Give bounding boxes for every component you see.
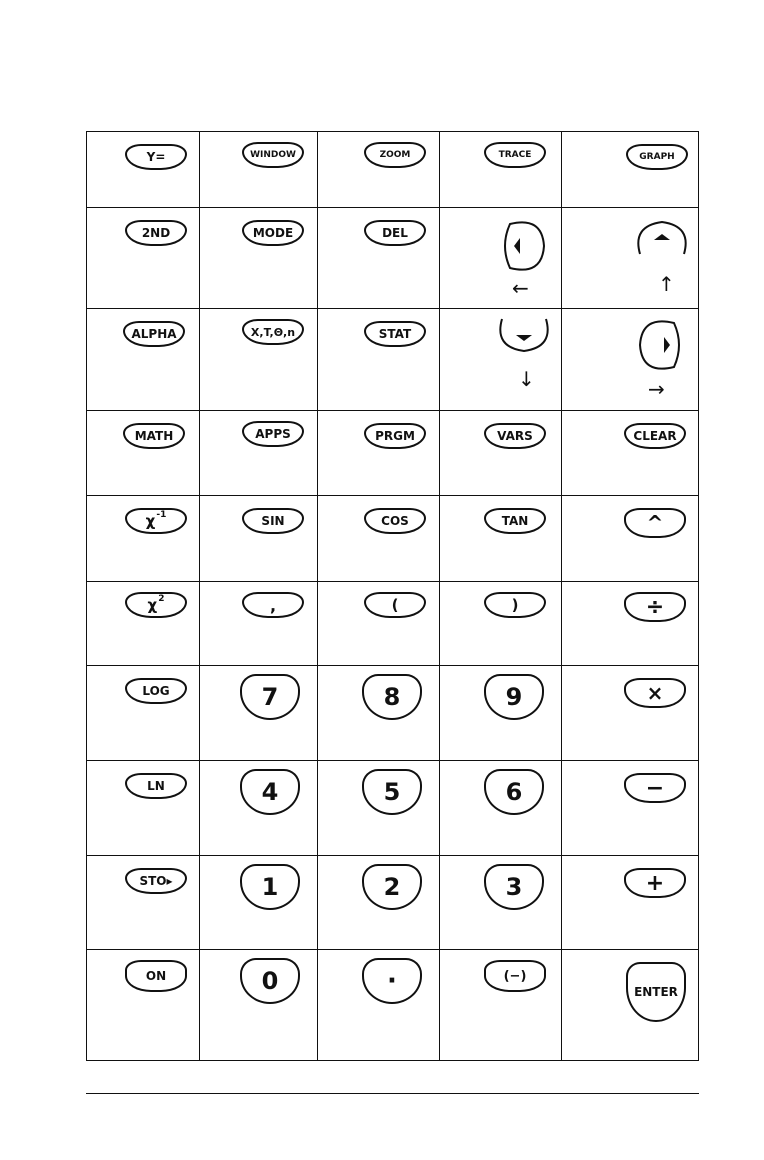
cell-sto <box>87 856 200 950</box>
comma-key[interactable]: , <box>242 592 304 618</box>
tan-key[interactable]: TAN <box>484 508 546 534</box>
zoom-key[interactable]: ZOOM <box>364 142 426 168</box>
cell-prgm <box>318 411 440 496</box>
one-key[interactable]: 1 <box>240 864 300 910</box>
sto-key[interactable]: STO▸ <box>125 868 187 894</box>
decimal-key[interactable]: · <box>362 958 422 1004</box>
mode-key[interactable]: MODE <box>242 220 304 246</box>
cell-cos <box>318 496 440 582</box>
cell-vars <box>440 411 562 496</box>
prgm-key[interactable]: PRGM <box>364 423 426 449</box>
left-arrow-icon: ← <box>512 276 529 300</box>
cell-plus <box>562 856 698 950</box>
cell-right-arrow <box>562 309 698 411</box>
cell-seven <box>200 666 318 761</box>
square-base: χ <box>147 596 158 614</box>
sin-key[interactable]: SIN <box>242 508 304 534</box>
trace-key[interactable]: TRACE <box>484 142 546 168</box>
three-key[interactable]: 3 <box>484 864 544 910</box>
cell-eight <box>318 666 440 761</box>
cell-down-arrow <box>440 309 562 411</box>
plus-key[interactable]: + <box>624 868 686 898</box>
cell-xtthetan <box>200 309 318 411</box>
ln-key[interactable]: LN <box>125 773 187 799</box>
math-key[interactable]: MATH <box>123 423 185 449</box>
vars-key[interactable]: VARS <box>484 423 546 449</box>
right-arrow-key[interactable] <box>636 317 688 373</box>
cell-sin <box>200 496 318 582</box>
cell-power <box>562 496 698 582</box>
seven-key[interactable]: 7 <box>240 674 300 720</box>
cell-divide <box>562 582 698 666</box>
cell-four <box>200 761 318 856</box>
footer-rule <box>86 1093 699 1094</box>
five-key[interactable]: 5 <box>362 769 422 815</box>
cell-tan <box>440 496 562 582</box>
second-key[interactable]: 2ND <box>125 220 187 246</box>
key-table <box>86 131 699 1061</box>
cell-trace <box>440 132 562 208</box>
nine-key[interactable]: 9 <box>484 674 544 720</box>
cell-y-equals <box>87 132 200 208</box>
cell-rparen <box>440 582 562 666</box>
cell-stat <box>318 309 440 411</box>
left-arrow-key[interactable] <box>496 218 548 274</box>
cell-one <box>200 856 318 950</box>
cell-on <box>87 950 200 1061</box>
apps-key[interactable]: APPS <box>242 421 304 447</box>
cell-log <box>87 666 200 761</box>
negative-key[interactable]: (−) <box>484 960 546 992</box>
down-arrow-key[interactable] <box>496 315 552 355</box>
cell-ln <box>87 761 200 856</box>
alpha-key[interactable]: ALPHA <box>123 321 185 347</box>
graph-key[interactable]: GRAPH <box>626 144 688 170</box>
power-key[interactable]: ^ <box>624 508 686 538</box>
divide-key[interactable]: ÷ <box>624 592 686 622</box>
on-key[interactable]: ON <box>125 960 187 992</box>
two-key[interactable]: 2 <box>362 864 422 910</box>
cell-mode <box>200 208 318 309</box>
xtthetan-key[interactable]: X,T,Θ,n <box>242 319 304 345</box>
inverse-base: χ <box>145 512 156 530</box>
cell-minus <box>562 761 698 856</box>
left-paren-key[interactable]: ( <box>364 592 426 618</box>
del-key[interactable]: DEL <box>364 220 426 246</box>
window-key[interactable]: WINDOW <box>242 142 304 168</box>
minus-key[interactable]: − <box>624 773 686 803</box>
enter-key[interactable]: ENTER <box>626 962 686 1022</box>
multiply-key[interactable]: × <box>624 678 686 708</box>
cell-math <box>87 411 200 496</box>
cell-enter <box>562 950 698 1061</box>
cell-multiply <box>562 666 698 761</box>
cell-decimal <box>318 950 440 1061</box>
cell-zero <box>200 950 318 1061</box>
eight-key[interactable]: 8 <box>362 674 422 720</box>
cell-lparen <box>318 582 440 666</box>
down-arrow-icon: ↓ <box>518 367 535 391</box>
clear-key[interactable]: CLEAR <box>624 423 686 449</box>
cell-apps <box>200 411 318 496</box>
stat-key[interactable]: STAT <box>364 321 426 347</box>
up-arrow-key[interactable] <box>634 218 690 258</box>
up-arrow-icon: ↑ <box>658 272 675 296</box>
cell-nine <box>440 666 562 761</box>
cell-alpha <box>87 309 200 411</box>
log-key[interactable]: LOG <box>125 678 187 704</box>
inverse-key[interactable] <box>125 508 187 534</box>
cell-window <box>200 132 318 208</box>
cell-left-arrow <box>440 208 562 309</box>
zero-key[interactable]: 0 <box>240 958 300 1004</box>
cell-clear <box>562 411 698 496</box>
cell-three <box>440 856 562 950</box>
cos-key[interactable]: COS <box>364 508 426 534</box>
square-exponent: 2 <box>158 594 165 604</box>
cell-inverse <box>87 496 200 582</box>
cell-zoom <box>318 132 440 208</box>
cell-del <box>318 208 440 309</box>
right-paren-key[interactable]: ) <box>484 592 546 618</box>
cell-graph <box>562 132 698 208</box>
cell-six <box>440 761 562 856</box>
four-key[interactable]: 4 <box>240 769 300 815</box>
square-key[interactable] <box>125 592 187 618</box>
inverse-exponent: -1 <box>156 510 167 520</box>
cell-square <box>87 582 200 666</box>
cell-two <box>318 856 440 950</box>
cell-negative <box>440 950 562 1061</box>
cell-up-arrow <box>562 208 698 309</box>
right-arrow-icon: → <box>648 377 665 401</box>
six-key[interactable]: 6 <box>484 769 544 815</box>
y-equals-key[interactable]: Y= <box>125 144 187 170</box>
cell-comma <box>200 582 318 666</box>
cell-five <box>318 761 440 856</box>
cell-second <box>87 208 200 309</box>
